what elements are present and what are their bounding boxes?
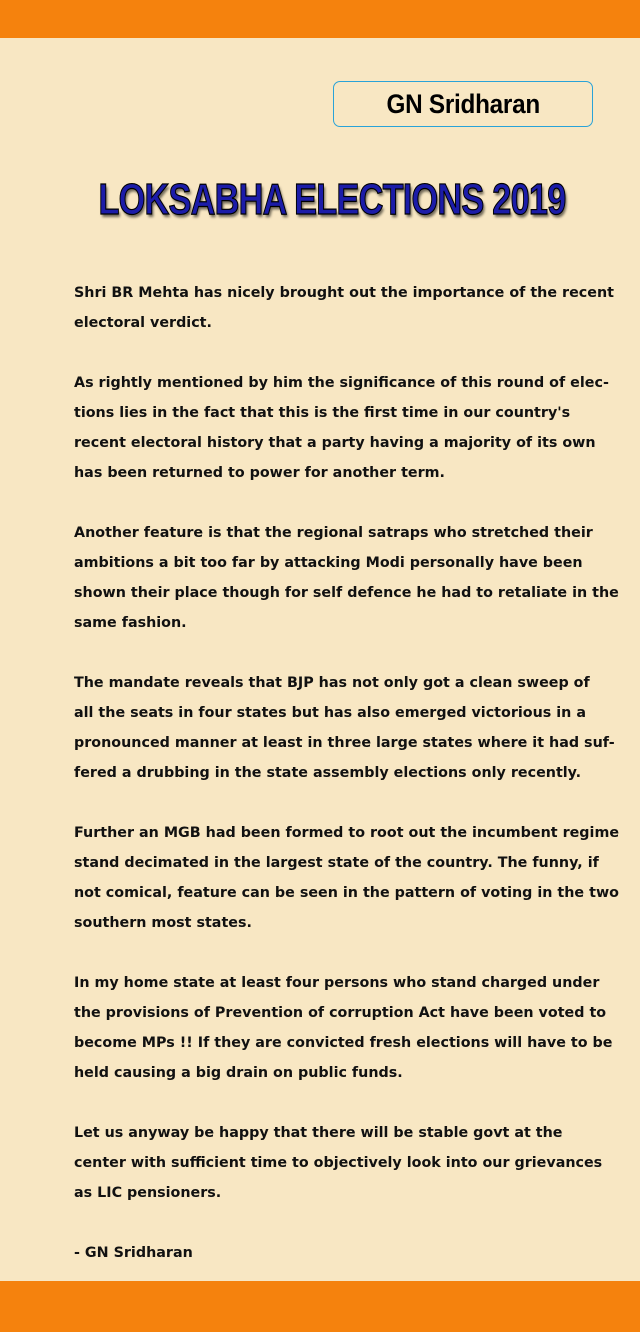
text-line: shown their place though for self defence he had to retaliate in the (74, 585, 619, 601)
paragraph (74, 818, 620, 938)
text-line: ambitions a bit too far by attacking Modi personally have been (74, 555, 583, 571)
text-line: Let us anyway be happy that there will be stable govt at the (74, 1125, 563, 1141)
text-line: same fashion. (74, 615, 187, 631)
paragraph (74, 518, 619, 638)
text-line: not comical, feature can be seen in the pattern of voting in the two (74, 885, 619, 901)
text-line: tions lies in the fact that this is the first time in our country's (74, 405, 571, 421)
bottom-orange-band (0, 1281, 640, 1332)
signature: - GN Sridharan (74, 1245, 193, 1261)
paragraph (74, 968, 613, 1088)
article-headline: LOKSABHA ELECTIONS 2019 (98, 175, 566, 224)
text-line: become MPs !! If they are convicted fresh elections will have to be (74, 1035, 613, 1051)
text-line: In my home state at least four persons who stand charged under (74, 975, 600, 991)
text-line: pronounced manner at least in three large states where it had suf- (74, 735, 615, 751)
text-line: As rightly mentioned by him the significance of this round of elec- (74, 375, 609, 391)
text-line: stand decimated in the largest state of the country. The funny, if (74, 855, 599, 871)
text-line: Shri BR Mehta has nicely brought out the importance of the recent (74, 285, 614, 301)
article-body (74, 278, 620, 1238)
text-line: Further an MGB had been formed to root out the incumbent regime (74, 825, 620, 841)
text-line: as LIC pensioners. (74, 1185, 222, 1201)
text-line: center with sufficient time to objectively look into our grievances (74, 1155, 603, 1171)
text-line: fered a drubbing in the state assembly elections only recently. (74, 765, 582, 781)
author-name-box (333, 81, 593, 127)
text-line: recent electoral history that a party having a majority of its own (74, 435, 596, 451)
text-line: held causing a big drain on public funds. (74, 1065, 403, 1081)
paragraph (74, 1118, 603, 1208)
text-line: southern most states. (74, 915, 252, 931)
text-line: electoral verdict. (74, 315, 212, 331)
paragraph (74, 368, 609, 488)
top-orange-band (0, 0, 640, 38)
text-line: The mandate reveals that BJP has not only got a clean sweep of (74, 675, 590, 691)
paragraph (74, 278, 614, 338)
paragraph (74, 668, 615, 788)
text-line: the provisions of Prevention of corruption Act have been voted to (74, 1005, 607, 1021)
author-name: GN Sridharan (386, 88, 540, 119)
text-line: all the seats in four states but has also emerged victorious in a (74, 705, 586, 721)
text-line: Another feature is that the regional satraps who stretched their (74, 525, 593, 541)
text-line: has been returned to power for another term. (74, 465, 445, 481)
